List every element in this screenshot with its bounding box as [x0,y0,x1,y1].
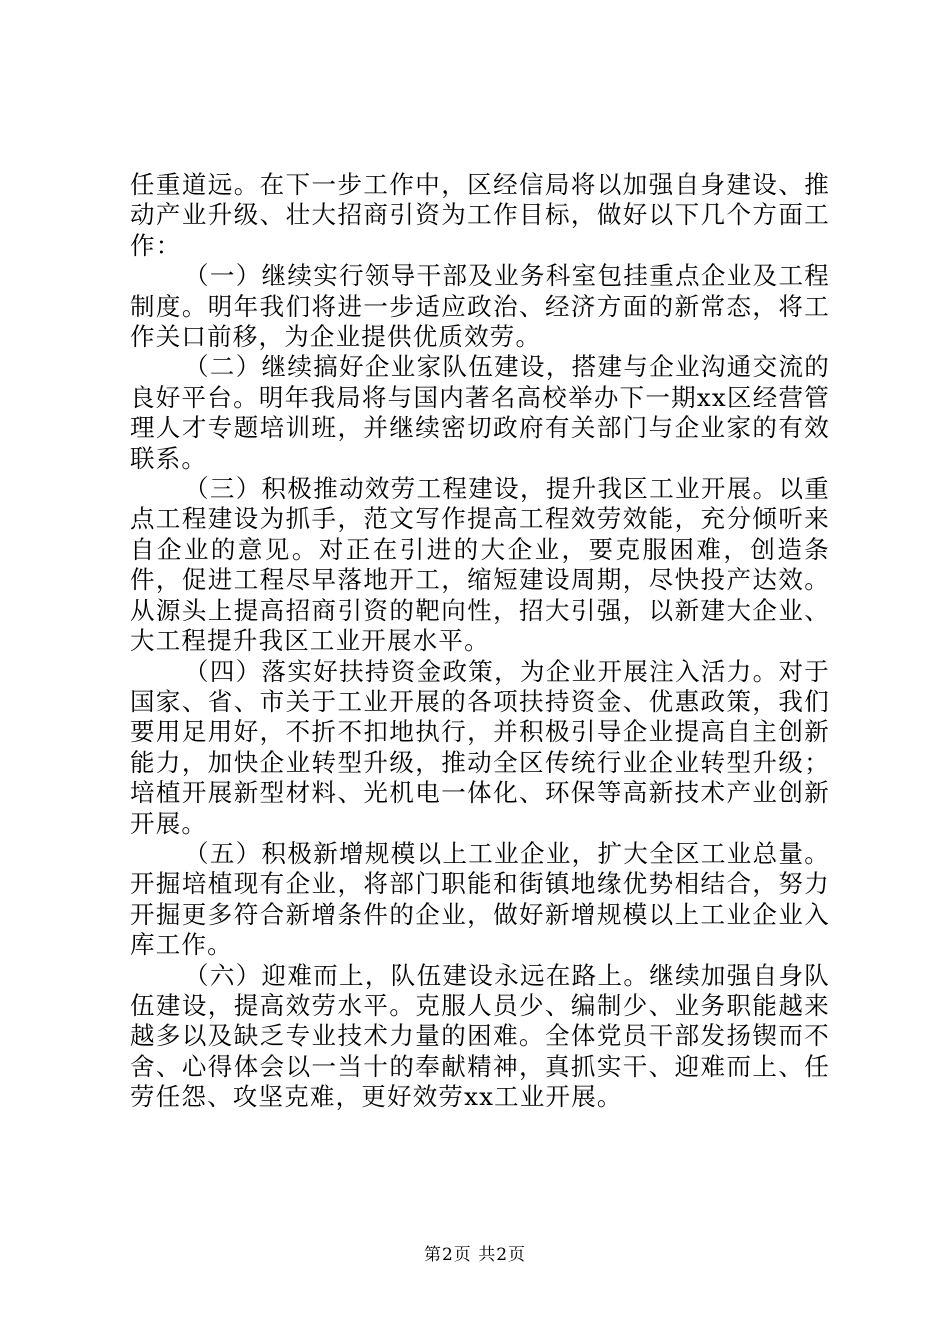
paragraph-item-4: （四）落实好扶持资金政策，为企业开展注入活力。对于国家、省、市关于工业开展的各项扶持资金、优惠政策，我们要用足用好，不折不扣地执行，并积极引导企业提高自主创新能力，加快企业转型升级，推动全区传统行业企业转型升级；培植开展新型材料、光机电一体化、环保等高新技术产业创新开展。 [130,656,830,838]
paragraph-item-1: （一）继续实行领导干部及业务科室包挂重点企业及工程制度。明年我们将进一步适应政治、经济方面的新常态，将工作关口前移，为企业提供优质效劳。 [130,261,830,352]
document-body [130,170,830,1113]
page-number-footer: 第2页 共2页 [423,1245,527,1265]
paragraph-intro: 任重道远。在下一步工作中，区经信局将以加强自身建设、推动产业升级、壮大招商引资为工作目标，做好以下几个方面工作： [130,170,830,260]
paragraph-item-6: （六）迎难而上，队伍建设永远在路上。继续加强自身队伍建设，提高效劳水平。克服人员少、编制少、业务职能越来越多以及缺乏专业技术力量的困难。全体党员干部发扬锲而不舍、心得体会以一当十的奉献精神，真抓实干、迎难而上、任劳任怨、攻坚克难，更好效劳xx工业开展。 [130,960,830,1112]
paragraph-item-5: （五）积极新增规模以上工业企业，扩大全区工业总量。开掘培植现有企业，将部门职能和街镇地缘优势相结合，努力开掘更多符合新增条件的企业，做好新增规模以上工业企业入库工作。 [130,838,830,960]
paragraph-item-3: （三）积极推动效劳工程建设，提升我区工业开展。以重点工程建设为抓手，范文写作提高工程效劳效能，充分倾听来自企业的意见。对正在引进的大企业，要克服困难，创造条件，促进工程尽早落地开工，缩短建设周期，尽快投产达效。从源头上提高招商引资的靶向性，招大引强，以新建大企业、大工程提升我区工业开展水平。 [130,474,830,656]
paragraph-item-2: （二）继续搞好企业家队伍建设，搭建与企业沟通交流的良好平台。明年我局将与国内著名高校举办下一期xx区经营管理人才专题培训班，并继续密切政府有关部门与企业家的有效联系。 [130,352,830,473]
